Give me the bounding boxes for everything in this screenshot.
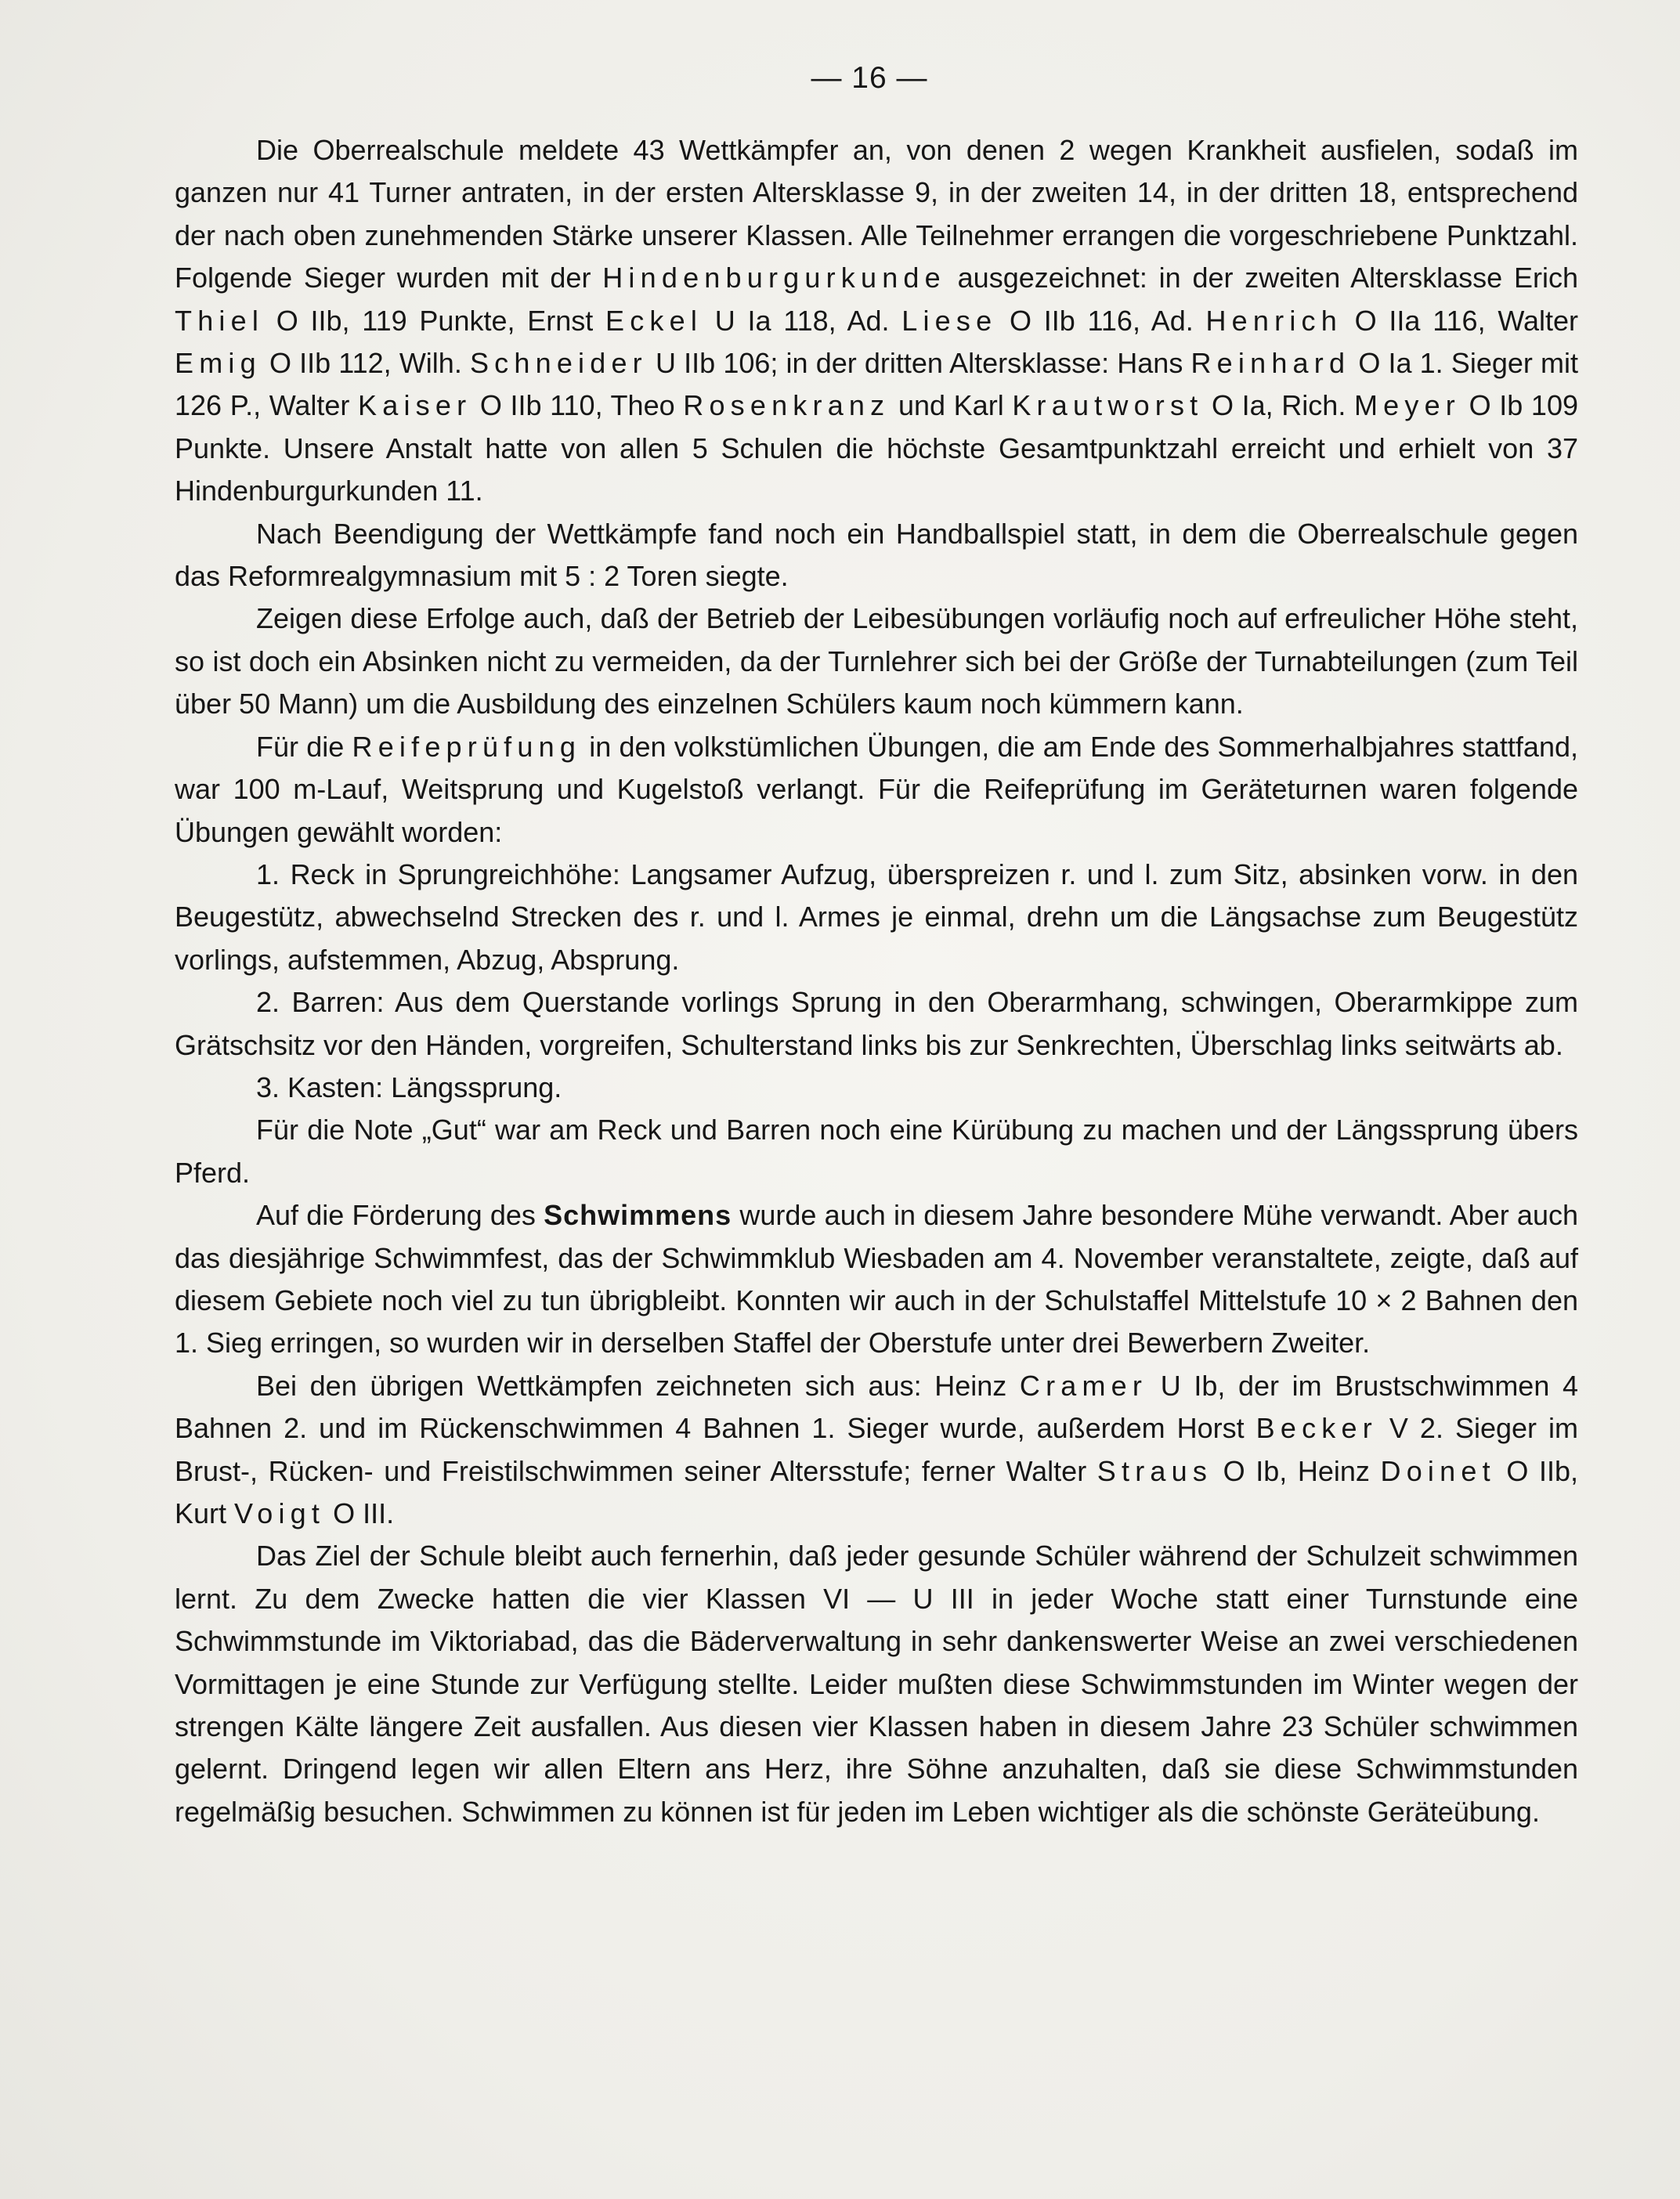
page-number: — 16 —	[811, 61, 928, 95]
text-segment: 1. Reck in Sprungreichhöhe: Langsamer Aufzug, überspreizen r. und l. zum Sitz, absinken vorw. in den Beugestütz, abwechselnd Strecken des r. und l. Armes je einmal, drehn um die Längsachse zum Beugestütz vorlings, aufstemmen, Abzug, Absprung.	[175, 858, 1578, 976]
text-segment: O IIa 116, Walter	[1342, 304, 1579, 337]
text-segment: Für die	[256, 730, 352, 763]
paragraph	[175, 1365, 1578, 1536]
text-segment: O Ia 1. Sieger mit 126 P., Walter	[175, 347, 1578, 422]
bold-keyword: Schwimmens	[544, 1199, 732, 1232]
emphasized-name: Eckel	[605, 304, 703, 337]
text-segment: Für die Note „Gut“ war am Reck und Barren noch eine Kürübung zu machen und der Längssprung übers Pferd.	[175, 1114, 1578, 1189]
paragraph	[175, 726, 1578, 854]
emphasized-name: Meyer	[1353, 389, 1461, 422]
text-segment: 3. Kasten: Längssprung.	[256, 1071, 562, 1103]
paragraph	[175, 598, 1578, 725]
text-segment: O Ia, Rich.	[1203, 389, 1354, 422]
paragraph	[175, 854, 1578, 981]
paragraph	[175, 1194, 1578, 1365]
emphasized-name: Doinet	[1380, 1454, 1496, 1487]
text-segment: in den volkstümlichen Übungen, die am Ende des Sommerhalbjahres stattfand, war 100 m-Lauf, Weitsprung und Kugelstoß verlangt. Für die Reifeprüfung im Geräteturnen waren folgende Übungen gewählt worden:	[175, 730, 1578, 848]
emphasized-name: Straus	[1097, 1454, 1213, 1487]
paragraph	[175, 129, 1578, 513]
text-segment: 2. Barren: Aus dem Querstande vorlings Sprung in den Oberarmhang, schwingen, Oberarmkippe zum Grätschsitz vor den Händen, vorgreifen, Schulterstand links bis zur Senkrechten, Überschlag links seitwärts ab.	[175, 986, 1578, 1061]
text-segment: wurde auch in diesem Jahre besondere Mühe verwandt. Aber auch das diesjährige Schwimmfest, das der Schwimmklub Wiesbaden am 4. November veranstaltete, zeigte, daß auf diesem Gebiete noch viel zu tun übrigbleibt. Konnten wir auch in der Schulstaffel Mittelstufe 10 × 2 Bahnen den 1. Sieg erringen, so wurden wir in derselben Staffel der Oberstufe unter drei Bewerbern Zweiter.	[175, 1199, 1578, 1359]
emphasized-name: Krautworst	[1012, 389, 1204, 422]
emphasized-name: Rosenkranz	[683, 389, 891, 422]
text-segment: O III.	[325, 1497, 395, 1529]
emphasized-name: Hindenburgurkunde	[602, 262, 946, 294]
text-segment: O IIb, Kurt	[175, 1454, 1579, 1529]
text-segment: Das Ziel der Schule bleibt auch fernerhin, daß jeder gesunde Schüler während der Schulzeit schwimmen lernt. Zu dem Zwecke hatten die vier Klassen VI — U III in jeder Woche statt einer Turnstunde eine Schwimmstunde im Viktoriabad, das die Bäderverwaltung in sehr dankenswerter Weise an zwei verschiedenen Vormittagen je eine Stunde zur Verfügung stellte. Leider mußten diese Schwimmstunden im Winter wegen der strengen Kälte längere Zeit ausfallen. Aus diesen vier Klassen haben in diesem Jahre 23 Schüler schwimmen gelernt. Dringend legen wir allen Eltern ans Herz, ihre Söhne anzuhalten, daß sie diese Schwimmstunden regelmäßig besuchen. Schwimmen zu können ist für jeden im Leben wichtiger als die schönste Geräteübung.	[175, 1540, 1578, 1828]
text-segment: O Ib 109 Punkte. Unsere Anstalt hatte von allen 5 Schulen die höchste Gesamtpunktzahl erreicht und erhielt von 37 Hindenburgurkunden 11.	[175, 389, 1578, 507]
emphasized-name: Liese	[901, 304, 998, 337]
text-segment: O Ib, Heinz	[1212, 1454, 1381, 1487]
emphasized-name: Schneider	[469, 347, 648, 380]
body-text	[175, 129, 1578, 1833]
paragraph	[175, 1109, 1578, 1194]
text-segment: Auf die Förderung des	[256, 1199, 544, 1232]
emphasized-name: Reinhard	[1190, 347, 1351, 380]
emphasized-name: Reifeprüfung	[352, 730, 582, 763]
paragraph	[175, 981, 1578, 1067]
emphasized-name: Voigt	[234, 1497, 326, 1529]
paragraph	[175, 1535, 1578, 1833]
emphasized-name: Kaiser	[358, 389, 472, 422]
text-segment: Bei den übrigen Wettkämpfen zeichneten sich aus: Heinz	[256, 1369, 1020, 1402]
text-segment: O IIb 116, Ad.	[997, 304, 1206, 337]
text-segment: Nach Beendigung der Wettkämpfe fand noch ein Handballspiel statt, in dem die Oberrealschule gegen das Reformrealgymnasium mit 5 : 2 Toren siegte.	[175, 517, 1578, 593]
emphasized-name: Thiel	[175, 304, 265, 337]
paragraph	[175, 513, 1578, 598]
emphasized-name: Emig	[175, 347, 262, 380]
text-segment: Zeigen diese Erfolge auch, daß der Betrieb der Leibesübungen vorläufig noch auf erfreulicher Höhe steht, so ist doch ein Absinken nicht zu vermeiden, da der Turnlehrer sich bei der Größe der Turnabteilungen (zum Teil über 50 Mann) um die Ausbildung des einzelnen Schülers kaum noch kümmern kann.	[175, 602, 1578, 720]
text-segment: U Ib, der im Brustschwimmen 4 Bahnen 2. und im Rückenschwimmen 4 Bahnen 1. Sieger wurde, außerdem Horst	[175, 1369, 1579, 1445]
text-segment: U Ia 118, Ad.	[703, 304, 902, 337]
text-segment: V 2. Sieger im Brust-, Rücken- und Freistilschwimmen seiner Altersstufe; ferner Walter	[175, 1412, 1578, 1487]
emphasized-name: Becker	[1255, 1412, 1378, 1445]
text-segment: O IIb 112, Wilh.	[261, 347, 470, 380]
text-segment: Die Oberrealschule meldete 43 Wettkämpfer an, von denen 2 wegen Krankheit ausfielen, sodaß im ganzen nur 41 Turner antraten, in der ersten Altersklasse 9, in der zweiten 14, in der dritten 18, entsprechend der nach oben zunehmenden Stärke unserer Klassen. Alle Teilnehmer errangen die vorgeschriebene Punktzahl. Folgende Sieger wurden mit der	[175, 134, 1578, 294]
text-segment: und Karl	[890, 389, 1013, 422]
emphasized-name: Cramer	[1019, 1369, 1148, 1402]
text-segment: U IIb 106; in der dritten Altersklasse: Hans	[647, 347, 1191, 380]
text-segment: O IIb, 119 Punkte, Ernst	[264, 304, 606, 337]
paragraph	[175, 1067, 1578, 1109]
text-segment: ausgezeichnet: in der zweiten Altersklasse Erich	[945, 262, 1578, 294]
emphasized-name: Henrich	[1205, 304, 1342, 337]
text-segment: O IIb 110, Theo	[471, 389, 684, 422]
